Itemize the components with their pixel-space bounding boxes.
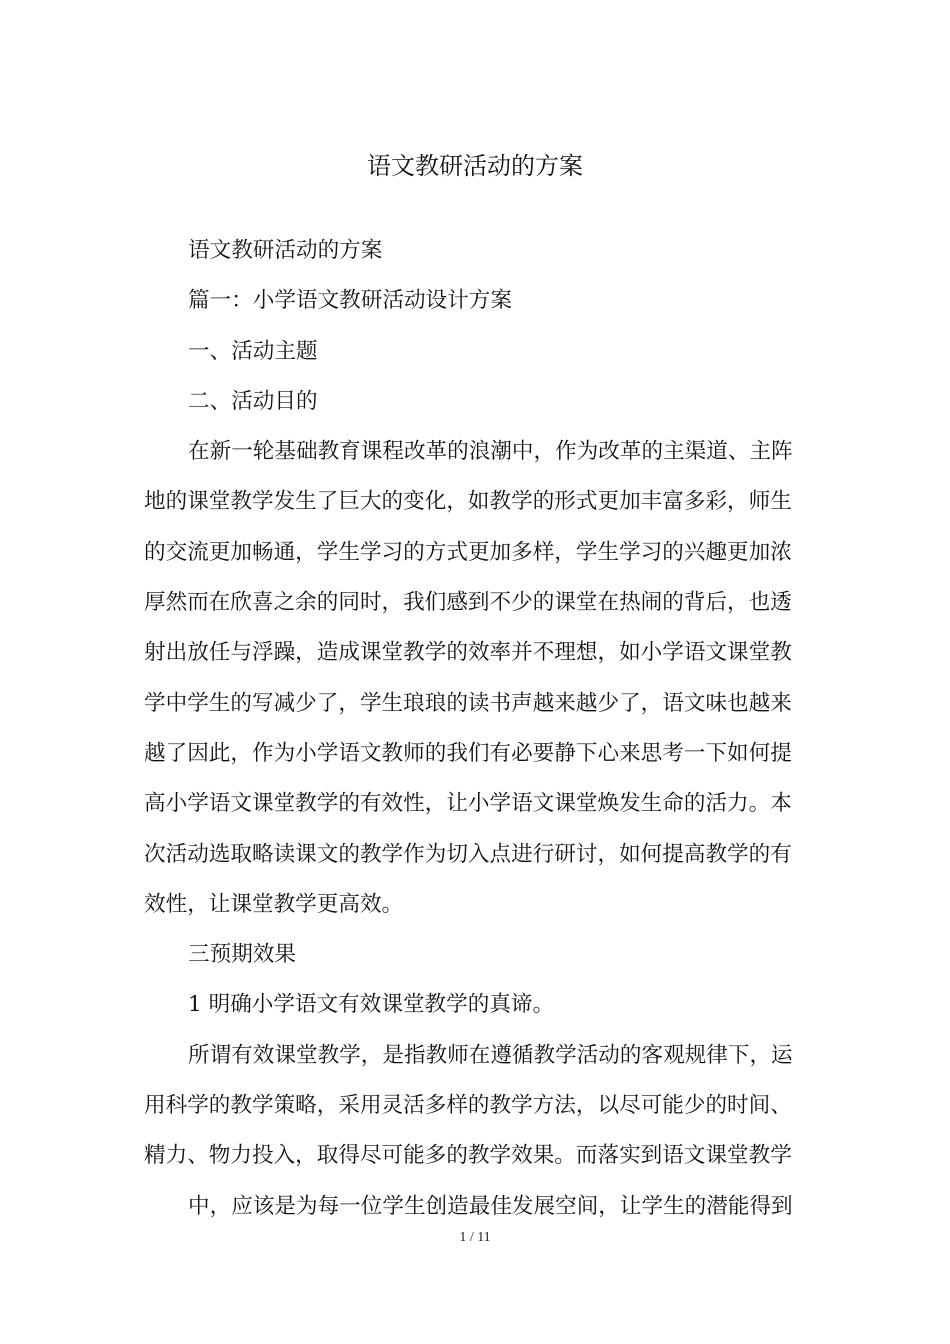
text-line: 地的课堂教学发生了巨大的变化，如教学的形式更加丰富多彩，师生 (144, 489, 792, 515)
text-line: 一、活动主题 (188, 338, 318, 364)
text-line: 越了因此，作为小学语文教师的我们有必要静下心来思考一下如何提 (144, 740, 792, 766)
text-line: 三预期效果 (188, 942, 296, 968)
text-line: 二、活动目的 (188, 388, 318, 414)
page-number: 1 / 11 (459, 1230, 491, 1245)
text-line: 用科学的教学策略，采用灵活多样的教学方法，以尽可能少的时间、 (144, 1093, 792, 1119)
text-line: 的交流更加畅通，学生学习的方式更加多样，学生学习的兴趣更加浓 (144, 539, 792, 565)
text-line: 射出放任与浮躁，造成课堂教学的效率并不理想，如小学语文课堂教 (144, 640, 792, 666)
text-line: 中，应该是为每一位学生创造最佳发展空间，让学生的潜能得到 (188, 1193, 793, 1219)
text-line: 1 明确小学语文有效课堂教学的真谛。 (188, 992, 555, 1018)
text-line: 所谓有效课堂教学，是指教师在遵循教学活动的客观规律下，运 (188, 1042, 793, 1068)
text-line: 语文教研活动的方案 (188, 238, 383, 263)
text-line: 在新一轮基础教育课程改革的浪潮中，作为改革的主渠道、主阵 (188, 439, 793, 465)
text-line: 次活动选取略读课文的教学作为切入点进行研讨，如何提高教学的有 (144, 841, 792, 867)
text-line: 篇一：小学语文教研活动设计方案 (188, 288, 512, 314)
text-line: 精力、物力投入，取得尽可能多的教学效果。而落实到语文课堂教学 (144, 1143, 792, 1169)
text-line: 学中学生的写减少了，学生琅琅的读书声越来越少了，语文味也越来 (144, 690, 792, 716)
text-line: 高小学语文课堂教学的有效性，让小学语文课堂焕发生命的活力。本 (144, 791, 792, 817)
document-body (144, 226, 808, 1232)
document-title: 语文教研活动的方案 (367, 152, 583, 180)
text-line: 效性，让课堂教学更高效。 (144, 891, 404, 917)
text-line: 厚然而在欣喜之余的同时，我们感到不少的课堂在热闹的背后，也透 (144, 590, 792, 616)
